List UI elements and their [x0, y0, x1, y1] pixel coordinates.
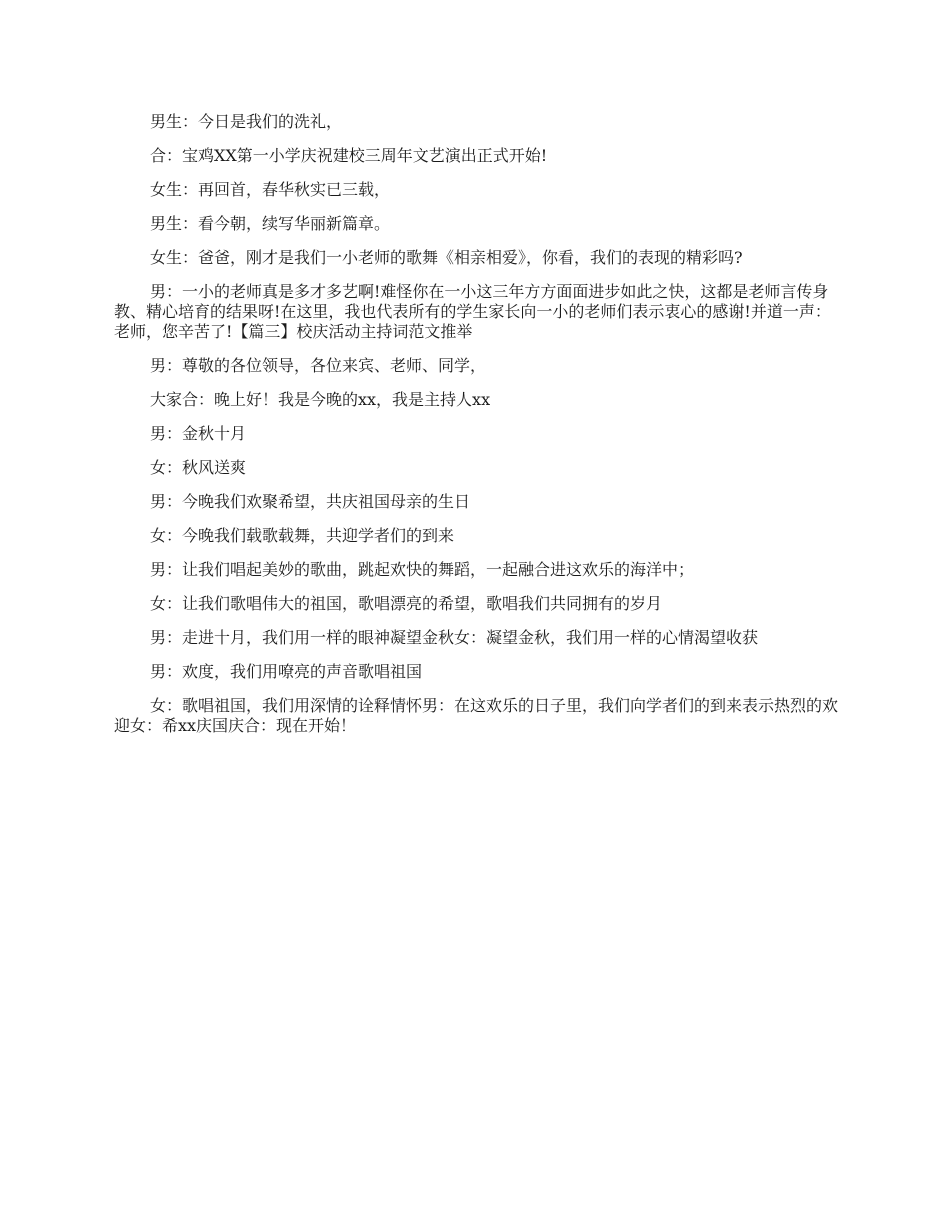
- paragraph-14: 女：让我们歌唱伟大的祖国，歌唱漂亮的希望，歌唱我们共同拥有的岁月: [150, 594, 663, 613]
- document-page: [114, 112, 840, 750]
- paragraph-17: 女：歌唱祖国，我们用深情的诠释情怀男：在这欢乐的日子里，我们向学者们的到来表示热烈的欢迎女：希xx庆国庆合：现在开始！: [114, 696, 839, 735]
- paragraph-12: 女：今晚我们载歌载舞，共迎学者们的到来: [150, 526, 455, 545]
- paragraph-10: 女：秋风送爽: [150, 458, 247, 477]
- paragraph-4: 男生：看今朝，续写华丽新篇章。: [150, 214, 391, 233]
- paragraph-7: 男：尊敬的各位领导，各位来宾、老师、同学，: [150, 356, 487, 375]
- paragraph-15: 男：走进十月，我们用一样的眼神凝望金秋女：凝望金秋，我们用一样的心情渴望收获: [150, 628, 759, 647]
- paragraph-5: 女生：爸爸，刚才是我们一小老师的歌舞《相亲相爱》，你看，我们的表现的精彩吗?: [150, 248, 743, 267]
- paragraph-9: 男：金秋十月: [150, 424, 247, 443]
- paragraph-3: 女生：再回首，春华秋实已三载，: [150, 180, 391, 199]
- paragraph-2: 合：宝鸡XX第一小学庆祝建校三周年文艺演出正式开始!: [150, 146, 548, 165]
- paragraph-6: 男：一小的老师真是多才多艺啊!难怪你在一小这三年方方面面进步如此之快，这都是老师言传身教、精心培育的结果呀!在这里，我也代表所有的学生家长向一小的老师们表示衷心的感谢!并道一声：老师，您辛苦了!【篇三】校庆活动主持词范文推举: [114, 282, 831, 341]
- paragraph-8: 大家合：晚上好！我是今晚的xx，我是主持人xx: [150, 390, 491, 409]
- paragraph-11: 男：今晚我们欢聚希望，共庆祖国母亲的生日: [150, 492, 471, 511]
- paragraph-16: 男：欢度，我们用嘹亮的声音歌唱祖国: [150, 662, 423, 681]
- paragraph-13: 男：让我们唱起美妙的歌曲，跳起欢快的舞蹈，一起融合进这欢乐的海洋中；: [150, 560, 695, 579]
- paragraph-1: 男生：今日是我们的洗礼，: [150, 112, 343, 131]
